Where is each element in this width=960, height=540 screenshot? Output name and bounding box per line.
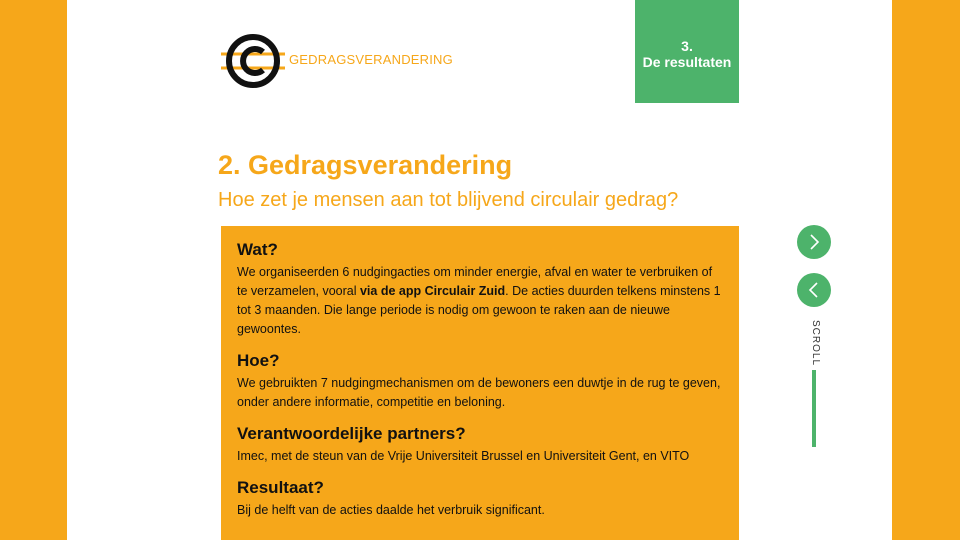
resultaat-text: Bij de helft van de acties daalde het verbruik significant. <box>237 503 545 517</box>
scroll-indicator[interactable] <box>812 370 816 447</box>
wat-text <box>237 263 723 339</box>
scroll-label: SCROLL <box>810 320 821 367</box>
hoe-text: We gebruikten 7 nudgingmechanismen om de bewoners een duwtje in de rug te geven, onder andere informatie, competitie en beloning. <box>237 376 721 409</box>
partners-text: Imec, met de steun van de Vrije Universiteit Brussel en Universiteit Gent, en VITO <box>237 449 690 463</box>
wat-text-part2: . De acties duurden telkens minstens 1 tot 3 maanden. Die lange periode is nodig om gewoon te raken aan de nieuwe gewoontes. <box>237 284 721 336</box>
info-card <box>221 226 739 540</box>
partners-heading: Verantwoordelijke partners? <box>237 424 466 443</box>
section-title: De resultaten <box>642 54 732 70</box>
wat-text-part1: We organiseerden 6 nudgingacties om minder energie, afval en water te verbruiken of te verzamelen, vooral <box>237 265 713 298</box>
circular-logo-icon <box>221 34 285 88</box>
resultaat-heading: Resultaat? <box>237 478 324 497</box>
page-subtitle: Hoe zet je mensen aan tot blijvend circulair gedrag? <box>218 189 679 211</box>
previous-button[interactable] <box>797 273 831 307</box>
page-title: 2. Gedragsverandering <box>218 150 513 180</box>
next-button[interactable] <box>797 225 831 259</box>
app-link-text: via de app Circulair Zuid <box>359 284 506 298</box>
logo-text: GEDRAGSVERANDERING <box>289 52 453 67</box>
wat-heading: Wat? <box>237 240 278 259</box>
chevron-left-icon <box>805 281 823 299</box>
hoe-heading: Hoe? <box>237 351 280 370</box>
chevron-right-icon <box>805 233 823 251</box>
subtitle-wrap <box>218 188 718 226</box>
section-tab-results[interactable] <box>635 0 739 103</box>
section-number: 3. <box>681 38 693 54</box>
